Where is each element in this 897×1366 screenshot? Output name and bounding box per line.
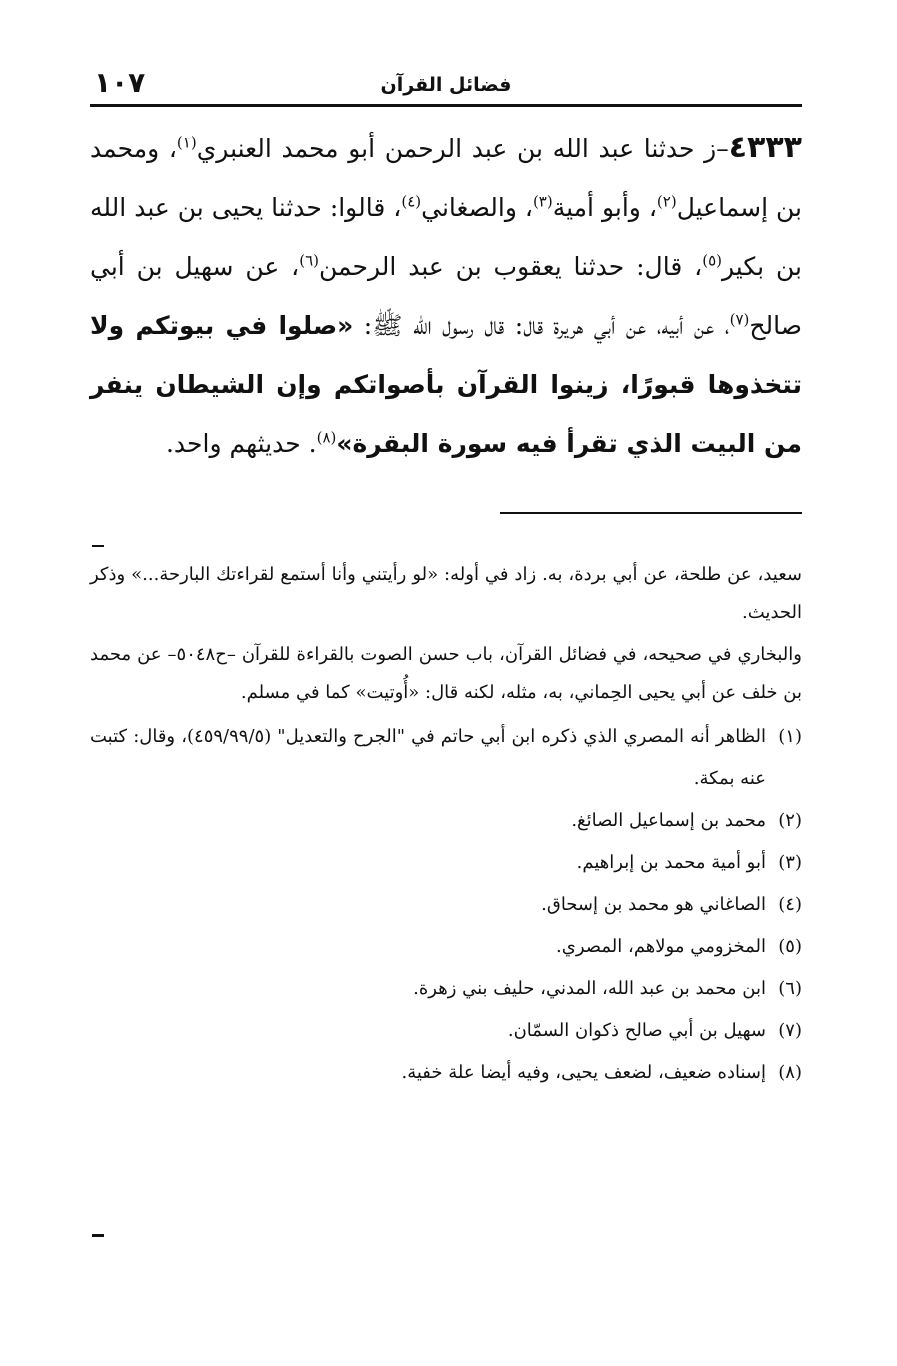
footnote-ref: (١): [176, 133, 197, 152]
hadith-text: [90, 118, 802, 473]
footnotes-section: [90, 556, 802, 1094]
hadith-segment: ، ومحمد بن إسماعيل: [90, 134, 802, 222]
footnote: [90, 842, 802, 884]
hadith-segment: ، قالوا: حدثنا يحيى بن عبد الله بن بكير: [90, 193, 802, 281]
hadith-segment: ، وأبو أمية: [552, 193, 657, 222]
header-rule: [90, 104, 802, 107]
margin-mark: [92, 545, 104, 547]
continued-footnote: سعيد، عن طلحة، عن أبي بردة، به. زاد في أوله: «لو رأيتني وأنا أستمع لقراءتك البارحة...» وذكر الحديث.: [90, 564, 802, 623]
footnote-ref: (٢): [656, 192, 677, 211]
footnote-text: سهيل بن أبي صالح ذكوان السمّان.: [507, 1020, 766, 1041]
footnote-separator: [500, 512, 802, 514]
footnote: [90, 968, 802, 1010]
footnote: [90, 926, 802, 968]
hadith-segment: ، عن أبيه، عن أبي هريرة قال: قال رسول الله ﷺ:: [353, 311, 730, 340]
footnote-number: (٢): [778, 810, 802, 831]
margin-mark: [92, 1234, 104, 1237]
prophetic-quote: «صلوا في بيوتكم ولا تتخذوها قبورًا، زينوا القرآن بأصواتكم وإن الشيطان ينفر من البيت الذي تقرأ فيه سورة البقرة»: [90, 311, 802, 458]
footnote-ref: (٣): [532, 192, 553, 211]
footnote-ref: (٨): [316, 428, 337, 447]
footnote-text: محمد بن إسماعيل الصائغ.: [571, 810, 766, 831]
page-header: [90, 64, 802, 104]
hadith-segment: ، قال: حدثنا يعقوب بن عبد الرحمن: [319, 252, 703, 281]
footnote-number: (٧): [778, 1020, 802, 1041]
page-number: ١٠٧: [94, 66, 146, 99]
hadith-segment: ، عن سهيل بن أبي صالح: [90, 252, 802, 340]
hadith-number: ٤٣٣٣: [728, 130, 802, 165]
footnote-ref: (٦): [299, 251, 320, 270]
footnote: [90, 800, 802, 842]
footnote-text: المخزومي مولاهم، المصري.: [556, 936, 766, 957]
footnote-number: (٨): [778, 1062, 802, 1083]
footnote-text: ابن محمد بن عبد الله، المدني، حليف بني زهرة.: [413, 978, 766, 999]
footnote-text: أبو أمية محمد بن إبراهيم.: [576, 852, 766, 873]
footnote-number: (١): [778, 726, 802, 747]
hadith-segment: –ز حدثنا عبد الله بن عبد الرحمن أبو محمد العنبري: [196, 134, 729, 163]
continued-footnote: والبخاري في صحيحه، في فضائل القرآن، باب حسن الصوت بالقراءة للقرآن –ح٥٠٤٨– عن محمد بن خلف عن أبي يحيى الحِماني، به، مثله، لكنه قال: «أُوتيت» كما في مسلم.: [90, 644, 802, 703]
footnote: [90, 1010, 802, 1052]
footnote-text: إسناده ضعيف، لضعف يحيى، وفيه أيضا علة خفية.: [401, 1062, 766, 1083]
footnote-number: (٥): [778, 936, 802, 957]
footnote: [90, 884, 802, 926]
footnote-ref: (٥): [702, 251, 723, 270]
hadith-segment: ، والصغاني: [421, 193, 533, 222]
footnote-text: الصاغاني هو محمد بن إسحاق.: [541, 894, 766, 915]
footnote-ref: (٧): [729, 310, 750, 329]
footnote: [90, 716, 802, 800]
footnote-text: الظاهر أنه المصري الذي ذكره ابن أبي حاتم في "الجرح والتعديل" (٤٥٩/٩٩/٥)، وقال: كتبت عنه بمكة.: [90, 726, 766, 789]
footnote-number: (٦): [778, 978, 802, 999]
footnote-number: (٤): [778, 894, 802, 915]
footnote-ref: (٤): [401, 192, 422, 211]
hadith-paragraph: [90, 118, 802, 473]
footnote: [90, 1052, 802, 1094]
page-title: فضائل القرآن: [380, 74, 512, 96]
footnote-number: (٣): [778, 852, 802, 873]
hadith-segment: . حديثهم واحد.: [165, 429, 317, 458]
